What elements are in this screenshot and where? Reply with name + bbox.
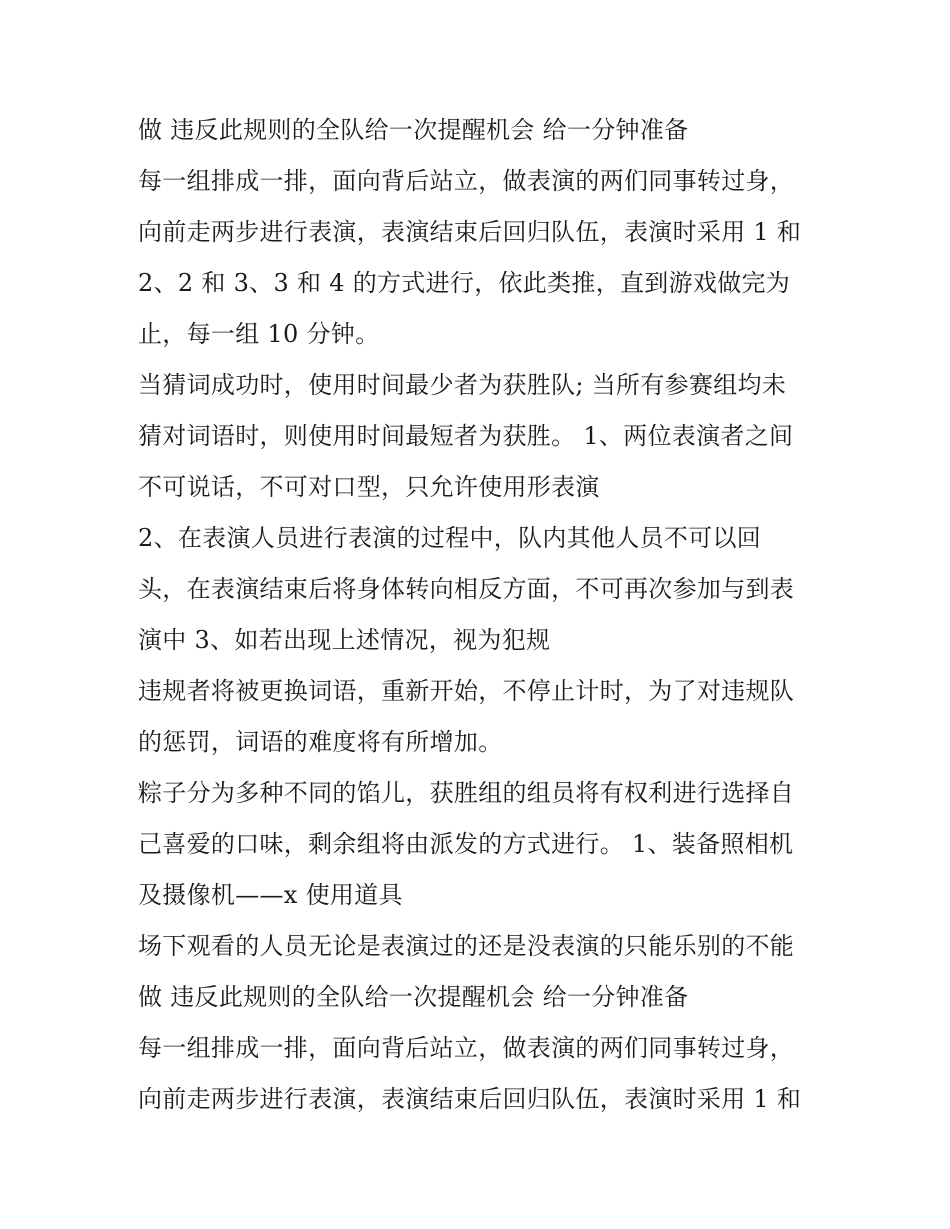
text-line: 当猜词成功时，使用时间最少者为获胜队; 当所有参赛组均未 — [138, 371, 787, 399]
text-line: 止，每一组 10 分钟。 — [138, 320, 380, 348]
text-line: 做 违反此规则的全队给一次提醒机会 给一分钟准备 — [138, 116, 689, 144]
text-line: 猜对词语时，则使用时间最短者为获胜。 1、两位表演者之间 — [138, 422, 794, 450]
text-line: 做 违反此规则的全队给一次提醒机会 给一分钟准备 — [138, 983, 689, 1011]
text-line: 2、2 和 3、3 和 4 的方式进行，依此类推，直到游戏做完为 — [138, 269, 791, 297]
text-line: 的惩罚，词语的难度将有所增加。 — [138, 728, 503, 756]
text-line: 向前走两步进行表演，表演结束后回归队伍，表演时采用 1 和 — [138, 1085, 802, 1113]
text-line: 粽子分为多种不同的馅儿，获胜组的组员将有权利进行选择自 — [138, 779, 795, 807]
body-text — [138, 112, 838, 1132]
text-line: 场下观看的人员无论是表演过的还是没表演的只能乐别的不能 — [138, 932, 795, 960]
text-line: 违规者将被更换词语，重新开始，不停止计时，为了对违规队 — [138, 677, 795, 705]
text-line: 每一组排成一排，面向背后站立，做表演的两们同事转过身， — [138, 167, 795, 195]
text-line: 演中 3、如若出现上述情况，视为犯规 — [138, 626, 551, 654]
text-line: 不可说话，不可对口型，只允许使用形表演 — [138, 473, 600, 501]
text-line: 及摄像机——x 使用道具 — [138, 881, 403, 909]
text-line: 头，在表演结束后将身体转向相反方面，不可再次参加与到表 — [138, 575, 795, 603]
text-line: 每一组排成一排，面向背后站立，做表演的两们同事转过身， — [138, 1034, 795, 1062]
text-line: 己喜爱的口味，剩余组将由派发的方式进行。 1、装备照相机 — [138, 830, 794, 858]
text-line: 2、在表演人员进行表演的过程中，队内其他人员不可以回 — [138, 524, 762, 552]
text-line: 向前走两步进行表演，表演结束后回归队伍，表演时采用 1 和 — [138, 218, 802, 246]
